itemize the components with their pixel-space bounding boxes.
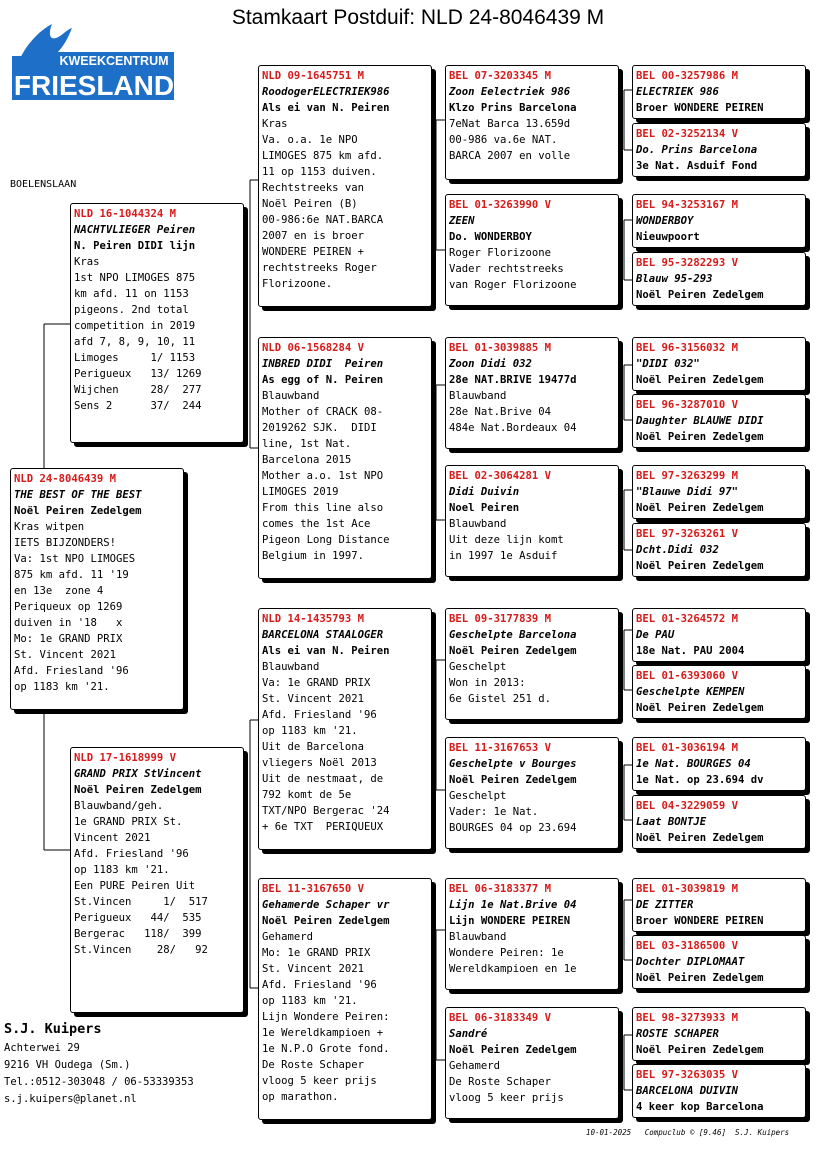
note-line: Blauwband [262, 661, 320, 673]
owner-name: S.J. Kuipers [4, 1021, 102, 1037]
note-line: 484e Nat.Bordeaux 04 [449, 422, 577, 434]
note-line: op 1183 km '21. [262, 995, 358, 1007]
pigeon-card-fmff [632, 337, 806, 391]
note-line: Limoges 1/ 1153 [74, 352, 196, 364]
note-line: Kras [262, 118, 288, 130]
pigeon-name: Didi Duivin [449, 486, 520, 498]
breeder: Noël Peiren Zedelgem [636, 702, 764, 714]
pigeon-card-mmm [445, 1007, 619, 1119]
pigeon-name: ELECTRIEK 986 [636, 86, 719, 98]
owner-address-line2: 9216 VH Oudega (Sm.) [4, 1059, 131, 1071]
note-line: Wijchen 28/ 277 [74, 384, 202, 396]
breeder: Lijn WONDERE PEIREN [449, 915, 571, 927]
note-line: Afd. Friesland '96 [262, 979, 377, 991]
note-line: 00-986 va.6e NAT. [449, 134, 558, 146]
note-line: Belgium in 1997. [262, 550, 365, 562]
pigeon-card-mmmf [632, 1007, 806, 1061]
breeder: 18e Nat. PAU 2004 [636, 645, 745, 657]
note-line: Sens 2 37/ 244 [74, 400, 202, 412]
pigeon-card-mfmf [632, 737, 806, 791]
note-line: vloog 5 keer prijs [262, 1075, 377, 1087]
pigeon-name: "DIDI 032" [636, 358, 700, 370]
note-line: Afd. Friesland '96 [74, 848, 189, 860]
loft-name: BOELENSLAAN [10, 179, 77, 190]
note-line: Va: 1e GRAND PRIX [262, 677, 371, 689]
note-line: 2019262 SJK. DIDI [262, 422, 377, 434]
note-line: Florizoone. [262, 278, 333, 290]
note-line: afd 7, 8, 9, 10, 11 [74, 336, 196, 348]
note-line: Noël Peiren (B) [262, 198, 358, 210]
pigeon-name: Do. Prins Barcelona [636, 144, 758, 156]
breeder: 1e Nat. op 23.694 dv [636, 774, 764, 786]
ring-number: BEL 01-3036194 M [636, 742, 739, 754]
ring-number: BEL 01-6393060 V [636, 670, 739, 682]
pigeon-name: Gehamerde Schaper vr [262, 899, 390, 911]
note-line: 2007 en is broer [262, 230, 365, 242]
note-line: in 1997 1e Asduif [449, 550, 558, 562]
note-line: BOURGES 04 op 23.694 [449, 822, 577, 834]
note-line: 7eNat Barca 13.659d [449, 118, 571, 130]
pigeon-name: Zoon Eelectriek 986 [449, 86, 571, 98]
ring-number: BEL 11-3167653 V [449, 742, 552, 754]
note-line: De Roste Schaper [449, 1076, 552, 1088]
note-line: Vader: 1e Nat. [449, 806, 539, 818]
note-line: + 6e TXT PERIQUEUX [262, 821, 384, 833]
pigeon-name: THE BEST OF THE BEST [14, 489, 142, 501]
note-line: Blauwband/geh. [74, 800, 164, 812]
note-line: Bergerac 118/ 399 [74, 928, 202, 940]
note-line: St.Vincen 1/ 517 [74, 896, 208, 908]
pigeon-card-ff [258, 65, 432, 307]
pigeon-name: Dochter DIPLOMAAT [636, 956, 745, 968]
pigeon-name: DE ZITTER [636, 899, 694, 911]
note-line: 875 km afd. 11 '19 [14, 569, 129, 581]
pigeon-name: INBRED DIDI Peiren [262, 358, 384, 370]
note-line: Periqueux op 1269 [14, 601, 123, 613]
ring-number: BEL 09-3177839 M [449, 613, 552, 625]
note-line: Mother of CRACK 08- [262, 406, 384, 418]
breeder: Als ei van N. Peiren [262, 645, 390, 657]
note-line: Blauwband [449, 931, 507, 943]
pigeon-card-fffm [632, 123, 806, 177]
pigeon-card-mother [70, 747, 244, 1013]
breeder: Noël Peiren Zedelgem [636, 289, 764, 301]
note-line: op 1183 km '21. [14, 681, 110, 693]
breeder: Noël Peiren Zedelgem [636, 431, 764, 443]
pigeon-card-fm [258, 337, 432, 579]
pigeon-name: "Blauwe Didi 97" [636, 486, 739, 498]
note-line: Een PURE Peiren Uit [74, 880, 196, 892]
note-line: Mo: 1e GRAND PRIX [14, 633, 123, 645]
pigeon-name: NACHTVLIEGER Peiren [74, 224, 196, 236]
breeder: Noël Peiren Zedelgem [74, 784, 202, 796]
note-line: 1st NPO LIMOGES 875 [74, 272, 196, 284]
note-line: op 1183 km '21. [74, 864, 170, 876]
note-line: 792 komt de 5e [262, 789, 352, 801]
pigeon-card-mmfm [632, 935, 806, 989]
ring-number: BEL 97-3263299 M [636, 470, 739, 482]
note-line: Mother a.o. 1st NPO [262, 470, 384, 482]
note-line: Afd. Friesland '96 [14, 665, 129, 677]
pigeon-name: Daughter BLAUWE DIDI [636, 415, 764, 427]
breeder: 3e Nat. Asduif Fond [636, 160, 758, 172]
note-line: 1e N.P.O Grote fond. [262, 1043, 390, 1055]
note-line: Vincent 2021 [74, 832, 151, 844]
note-line: Afd. Friesland '96 [262, 709, 377, 721]
pigeon-name: Blauw 95-293 [636, 273, 713, 285]
breeder: Klzo Prins Barcelona [449, 102, 577, 114]
note-line: pigeons. 2nd total [74, 304, 189, 316]
footer: 10-01-2025 Compuclub © [9.46] S.J. Kuipers [586, 1128, 790, 1137]
ring-number: BEL 02-3252134 V [636, 128, 739, 140]
note-line: WONDERE PEIREN + [262, 246, 365, 258]
pigeon-card-ffff [632, 65, 806, 119]
breeder: Noël Peiren Zedelgem [636, 560, 764, 572]
owner-block [4, 1018, 194, 1108]
ring-number: BEL 06-3183349 V [449, 1012, 552, 1024]
note-line: op marathon. [262, 1091, 339, 1103]
note-line: LIMOGES 2019 [262, 486, 339, 498]
pigeon-name: GRAND PRIX StVincent [74, 768, 202, 780]
note-line: Geschelpt [449, 790, 507, 802]
note-line: BARCA 2007 en volle [449, 150, 571, 162]
breeder: Noël Peiren Zedelgem [14, 505, 142, 517]
ring-number: BEL 04-3229059 V [636, 800, 739, 812]
breeder: Nieuwpoort [636, 231, 700, 243]
breeder: Noël Peiren Zedelgem [636, 832, 764, 844]
pigeon-name: WONDERBOY [636, 215, 694, 227]
note-line: 1e Wereldkampioen + [262, 1027, 384, 1039]
note-line: 1e GRAND PRIX St. [74, 816, 183, 828]
note-line: Blauwband [262, 390, 320, 402]
note-line: St. Vincent 2021 [262, 693, 365, 705]
note-line: 6e Gistel 251 d. [449, 693, 552, 705]
ring-number: BEL 97-3263035 V [636, 1069, 739, 1081]
breeder: Noël Peiren Zedelgem [262, 915, 390, 927]
owner-phone: Tel.:0512-303048 / 06-53339353 [4, 1076, 194, 1088]
note-line: Roger Florizoone [449, 247, 552, 259]
pigeon-card-ffm [445, 194, 619, 306]
breeder: Noël Peiren Zedelgem [636, 502, 764, 514]
note-line: Rechtstreeks van [262, 182, 365, 194]
ring-number: BEL 01-3263990 V [449, 199, 552, 211]
ring-number: BEL 98-3273933 M [636, 1012, 739, 1024]
pigeon-card-mff [445, 608, 619, 720]
pigeon-name: ROSTE SCHAPER [636, 1028, 719, 1040]
ring-number: NLD 06-1568284 V [262, 342, 365, 354]
note-line: Lijn Wondere Peiren: [262, 1011, 390, 1023]
note-line: Blauwband [449, 518, 507, 530]
note-line: duiven in '18 x [14, 617, 123, 629]
note-line: Kras [74, 256, 100, 268]
breeder: Noël Peiren Zedelgem [449, 645, 577, 657]
pigeon-card-mfmm [632, 795, 806, 849]
note-line: IETS BIJZONDERS! [14, 537, 117, 549]
breeder: Noël Peiren Zedelgem [636, 1044, 764, 1056]
pigeon-card-mfm [445, 737, 619, 849]
note-line: Pigeon Long Distance [262, 534, 390, 546]
ring-number: BEL 01-3039819 M [636, 883, 739, 895]
ring-number: BEL 95-3282293 V [636, 257, 739, 269]
pigeon-card-mmmm [632, 1064, 806, 1118]
ring-number: BEL 96-3156032 M [636, 342, 739, 354]
logo-line2: FRIESLAND [13, 70, 175, 101]
breeder: Noël Peiren Zedelgem [636, 374, 764, 386]
pigeon-card-mmff [632, 878, 806, 932]
pigeon-name: Dcht.Didi 032 [636, 544, 719, 556]
pigeon-card-fmm [445, 465, 619, 577]
note-line: LIMOGES 875 km afd. [262, 150, 384, 162]
pigeon-name: Geschelpte KEMPEN [636, 686, 745, 698]
page-title: Stamkaart Postduif: NLD 24-8046439 M [231, 6, 605, 29]
owner-address-line1: Achterwei 29 [4, 1042, 80, 1054]
note-line: 28e Nat.Brive 04 [449, 406, 552, 418]
note-line: Va. o.a. 1e NPO [262, 134, 358, 146]
note-line: op 1183 km '21. [262, 725, 358, 737]
ring-number: NLD 17-1618999 V [74, 752, 177, 764]
pigeon-card-mm [258, 878, 432, 1120]
breeder: 4 keer kop Barcelona [636, 1101, 764, 1113]
pigeon-name: De PAU [636, 629, 675, 641]
pigeon-name: ZEEN [449, 215, 475, 227]
note-line: Gehamerd [449, 1060, 501, 1072]
note-line: km afd. 11 on 1153 [74, 288, 189, 300]
ring-number: BEL 96-3287010 V [636, 399, 739, 411]
ring-number: BEL 06-3183377 M [449, 883, 552, 895]
note-line: Mo: 1e GRAND PRIX [262, 947, 371, 959]
ring-number: BEL 02-3064281 V [449, 470, 552, 482]
note-line: 11 op 1153 duiven. [262, 166, 377, 178]
pigeon-card-fmmf [632, 465, 806, 519]
note-line: Va: 1st NPO LIMOGES [14, 553, 136, 565]
ring-number: NLD 16-1044324 M [74, 208, 177, 220]
pigeon-card-mf [258, 608, 432, 850]
owner-email: s.j.kuipers@planet.nl [4, 1093, 137, 1105]
note-line: vloog 5 keer prijs [449, 1092, 564, 1104]
note-line: Wondere Peiren: 1e [449, 947, 564, 959]
pigeon-card-father [70, 203, 244, 443]
note-line: en 13e zone 4 [14, 585, 104, 597]
note-line: Uit deze lijn komt [449, 534, 564, 546]
breeder: N. Peiren DIDI lijn [74, 240, 196, 252]
ring-number: NLD 14-1435793 M [262, 613, 365, 625]
breeder: Noël Peiren Zedelgem [449, 774, 577, 786]
note-line: line, 1st Nat. [262, 438, 352, 450]
pigeon-card-mmf [445, 878, 619, 990]
ring-number: BEL 01-3264572 M [636, 613, 739, 625]
note-line: Uit de Barcelona [262, 741, 365, 753]
note-line: Uit de nestmaat, de [262, 773, 384, 785]
note-line: Perigueux 13/ 1269 [74, 368, 202, 380]
ring-number: BEL 07-3203345 M [449, 70, 552, 82]
pigeon-name: 1e Nat. BOURGES 04 [636, 758, 751, 770]
pigeon-card-fff [445, 65, 619, 180]
ring-number: NLD 24-8046439 M [14, 473, 117, 485]
note-line: Kras witpen [14, 521, 85, 533]
pigeon-card-mfff [632, 608, 806, 662]
pigeon-name: Zoon Didi 032 [449, 358, 532, 370]
note-line: St.Vincen 28/ 92 [74, 944, 208, 956]
breeder: Noël Peiren Zedelgem [636, 972, 764, 984]
note-line: Barcelona 2015 [262, 454, 352, 466]
note-line: St. Vincent 2021 [14, 649, 117, 661]
pigeon-name: BARCELONA DUIVIN [636, 1085, 739, 1097]
pigeon-name: RoodogerELECTRIEK986 [262, 86, 390, 98]
note-line: Won in 2013: [449, 677, 526, 689]
pigeon-card-fmf [445, 337, 619, 449]
pigeon-card-fmmm [632, 523, 806, 577]
note-line: Blauwband [449, 390, 507, 402]
note-line: Vader rechtstreeks [449, 263, 564, 275]
pigeon-name: Laat BONTJE [636, 816, 707, 828]
pigeon-card-fmfm [632, 394, 806, 448]
breeder: Noel Peiren [449, 502, 520, 514]
ring-number: BEL 97-3263261 V [636, 528, 739, 540]
note-line: TXT/NPO Bergerac '24 [262, 805, 390, 817]
breeder: 28e NAT.BRIVE 19477d [449, 374, 577, 386]
note-line: Wereldkampioen en 1e [449, 963, 577, 975]
breeder: Do. WONDERBOY [449, 231, 532, 243]
pigeon-name: Sandré [449, 1028, 488, 1040]
note-line: Gehamerd [262, 931, 314, 943]
note-line: competition in 2019 [74, 320, 196, 332]
breeder: Broer WONDERE PEIREN [636, 102, 764, 114]
breeder: Broer WONDERE PEIREN [636, 915, 764, 927]
note-line: From this line also [262, 502, 384, 514]
note-line: van Roger Florizoone [449, 279, 577, 291]
pigeon-card-main [10, 468, 184, 710]
ring-number: NLD 09-1645751 M [262, 70, 365, 82]
pigeon-name: BARCELONA STAALOGER [262, 629, 384, 641]
note-line: De Roste Schaper [262, 1059, 365, 1071]
pigeon-name: Geschelpte v Bourges [449, 758, 577, 770]
note-line: St. Vincent 2021 [262, 963, 365, 975]
breeder: Als ei van N. Peiren [262, 102, 390, 114]
ring-number: BEL 00-3257986 M [636, 70, 739, 82]
pigeon-card-ffmf [632, 194, 806, 248]
ring-number: BEL 01-3039885 M [449, 342, 552, 354]
pigeon-card-ffmm [632, 252, 806, 306]
ring-number: BEL 03-3186500 V [636, 940, 739, 952]
note-line: 00-986:6e NAT.BARCA [262, 214, 384, 226]
note-line: rechtstreeks Roger [262, 262, 377, 274]
breeder: Noël Peiren Zedelgem [449, 1044, 577, 1056]
note-line: comes the 1st Ace [262, 518, 371, 530]
pigeon-card-mffm [632, 665, 806, 719]
logo-line1: KWEEKCENTRUM [59, 54, 169, 68]
ring-number: BEL 94-3253167 M [636, 199, 739, 211]
note-line: Geschelpt [449, 661, 507, 673]
breeder: As egg of N. Peiren [262, 374, 384, 386]
note-line: Perigueux 44/ 535 [74, 912, 202, 924]
note-line: vliegers Noël 2013 [262, 757, 377, 769]
pigeon-name: Lijn 1e Nat.Brive 04 [449, 899, 577, 911]
ring-number: BEL 11-3167650 V [262, 883, 365, 895]
pigeon-name: Geschelpte Barcelona [449, 629, 577, 641]
